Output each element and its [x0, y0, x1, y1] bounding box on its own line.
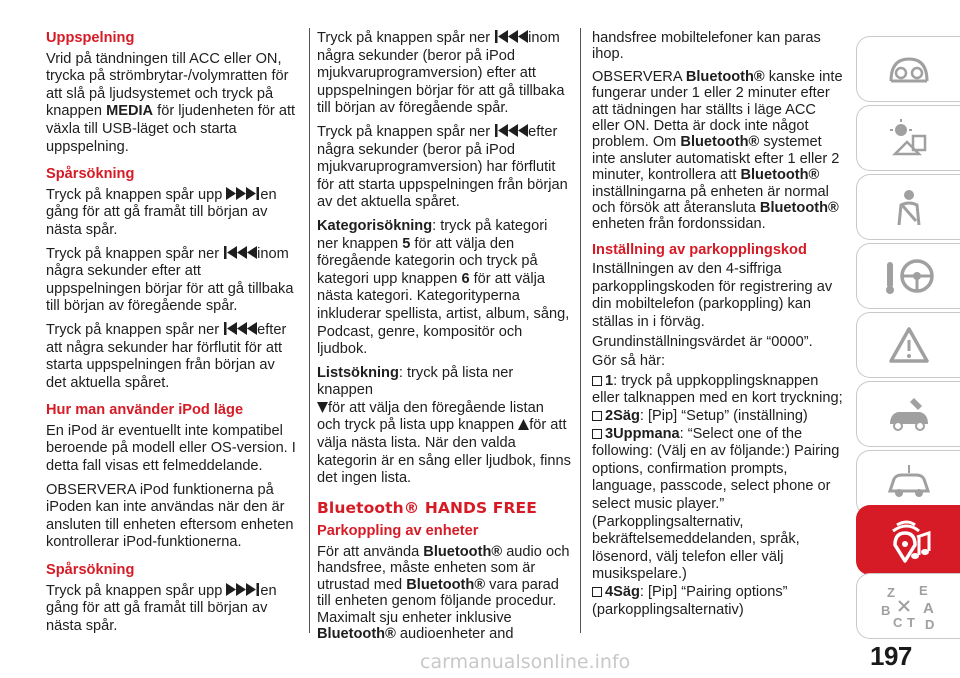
watermark: carmanualsonline.info	[420, 651, 631, 673]
track-up-icon	[226, 187, 260, 200]
paragraph-list-search: Listsökning: tryck på lista ner knappen för att välja den föregående listan och tryck på lista upp knappen för att välja nästa lista. När den valda kategorin är en sång eller ljudbok, finns det ingen lista.	[317, 364, 571, 487]
paragraph-pairing: För att använda Bluetooth® audio och handsfree, måste enheten som är utrustad med Bluetooth® vara parad till enheten genom följande procedur. Maximalt sju enheter inklusive Bluetooth® audioenheter and	[317, 544, 570, 643]
heading-track-search-2: Spårsökning	[46, 562, 135, 579]
paragraph-track-down-2: Tryck på knappen spår ner efter att några sekunder har förflutit för att starta uppspelningen från början av det aktuella spåret.	[46, 321, 287, 391]
paragraph-default-code: Grundinställningsvärdet är “0000”.	[592, 333, 813, 350]
track-up-icon	[226, 583, 260, 596]
paragraph-pair-count: handsfree mobiltelefoner kan paras ihop.	[592, 30, 821, 63]
paragraph-playback: Vrid på tändningen till ACC eller ON, trycka på strömbrytar-/volymratten för att slå på ljudsystemet och tryck på knappen MEDIA för ljudenheten för att växla till USB-läget och starta uppspelning.	[46, 50, 296, 155]
tab-maintenance[interactable]	[856, 381, 960, 447]
heading-pairing: Parkoppling av enheter	[317, 523, 479, 540]
heading-pairing-code: Inställning av parkopplingskod	[592, 241, 807, 258]
step-box-icon	[592, 411, 602, 421]
list-up-icon	[518, 419, 529, 430]
track-down-icon	[223, 246, 257, 259]
heading-ipod-mode: Hur man använder iPod läge	[46, 402, 244, 419]
paragraph-track-up: Tryck på knappen spår upp en gång för att gå framåt till början av nästa spår.	[46, 186, 277, 238]
step-box-icon	[592, 587, 602, 597]
paragraph-pairing-code: Inställningen av den 4-siffriga parkopplingskoden för registrering av din mobiltelefon (parkoppling) kan ställas in i förväg.	[592, 261, 833, 331]
steering-wheel-icon	[881, 256, 937, 296]
media-button-label: MEDIA	[106, 103, 154, 120]
column-3	[592, 30, 844, 619]
track-down-icon	[223, 322, 257, 335]
svg-text:Z: Z	[886, 585, 895, 600]
multimedia-music-icon	[881, 515, 937, 565]
page-number: 197	[870, 641, 912, 671]
heading-bluetooth-hands-free: Bluetooth® HANDS FREE	[317, 498, 537, 517]
tab-starting-driving[interactable]	[856, 243, 960, 309]
column-divider-2	[580, 28, 581, 633]
paragraph-ipod-track-down-1: Tryck på knappen spår ner inom några sekunder (beror på iPod mjukvaruprogramversion) efter att uppspelningen börjar för att gå tillbaka till början av föregående spår.	[317, 30, 565, 117]
paragraph-ipod-track-down-2: Tryck på knappen spår ner efter några sekunder (beror på iPod mjukvaruprogramversion) har förflutit för att starta uppspelningen från början av det aktuella spåret.	[317, 123, 568, 211]
column-2	[317, 30, 571, 648]
paragraph-category-search: Kategorisökning: tryck på kategori ner knappen 5 för att välja den föregående kategorin och tryck på kategori upp knappen 6 för att välja nästa kategori. Kategorityperna inkluderar spellista, artist, album, sång, Podcast, genre, kompositör och ljudbok.	[317, 217, 570, 358]
paragraph-bluetooth-note: OBSERVERA Bluetooth® kanske inte fungerar under 1 eller 2 minuter efter att tädningen har ställts i läge ACC eller ON. Detta är dock inte något problem. Om Bluetooth® systemet inte ansluter automatiskt efter 1 eller 2 minuter, kontrollera att Bluetooth® inställningarna på enheten är normal och försök att återansluta Bluetooth® enheten från fordonssidan.	[592, 68, 843, 233]
step-box-icon	[592, 429, 602, 439]
heading-uppspelning: Uppspelning	[46, 30, 135, 46]
tab-warning-lights[interactable]	[856, 105, 960, 171]
track-down-icon	[494, 30, 528, 43]
paragraph-track-down-1: Tryck på knappen spår ner inom några sekunder efter att uppspelningen börjar för att gå tillbaka till början av föregående spår.	[46, 245, 294, 315]
paragraph-ipod-note: OBSERVERA iPod funktionerna på iPoden kan inte användas när den är ansluten till enheten eftersom enheten kontrollerar iPod-funktionerna.	[46, 481, 294, 551]
track-down-icon	[494, 124, 528, 137]
svg-text:C: C	[892, 615, 902, 630]
seatbelt-safety-icon	[887, 187, 931, 227]
paragraph-track-up-2: Tryck på knappen spår upp en gång för att gå framåt till början av nästa spår.	[46, 582, 277, 634]
tab-safety[interactable]	[856, 174, 960, 240]
column-1	[46, 30, 298, 641]
car-spec-icon	[884, 463, 934, 503]
svg-text:B: B	[880, 603, 890, 618]
step-1: 1: tryck på uppkopplingsknappen eller talknappen med en kort tryckning;	[592, 372, 843, 407]
tab-index[interactable]	[856, 573, 960, 639]
svg-text:D: D	[924, 617, 934, 631]
svg-text:T: T	[906, 615, 915, 630]
svg-text:E: E	[918, 583, 928, 598]
list-down-icon	[317, 402, 328, 413]
tab-multimedia[interactable]	[856, 505, 960, 575]
svg-text:A: A	[922, 600, 934, 617]
alphabetical-index-icon	[879, 581, 939, 631]
warning-triangle-icon	[887, 325, 931, 365]
wrench-car-icon	[884, 394, 934, 434]
car-dashboard-icon	[887, 51, 931, 87]
step-3: 3Uppmana: “Select one of the following: (Välj en av följande:) Pairing options, confirmation prompts, language, passcode, select phone or select music player.” (Parkopplingsalternativ, bekräftelsemeddelanden, språk, lösenord, välj telefon eller välj musikspelare.)	[592, 425, 840, 583]
warning-lights-icon	[887, 118, 931, 158]
column-divider-1	[309, 28, 310, 633]
tab-emergency[interactable]	[856, 312, 960, 378]
paragraph-do-as-follows: Gör så här:	[592, 353, 665, 370]
step-box-icon	[592, 376, 602, 386]
step-4: 4Säg: [Pip] “Pairing options” (parkopplingsalternativ)	[592, 583, 788, 618]
heading-track-search: Spårsökning	[46, 166, 135, 183]
paragraph-ipod-compat: En iPod är eventuellt inte kompatibel beroende på modell eller OS-version. I detta fall visas ett felmeddelande.	[46, 422, 296, 475]
step-2: 2Säg: [Pip] “Setup” (inställning)	[592, 408, 844, 426]
tab-dashboard[interactable]	[856, 36, 960, 102]
